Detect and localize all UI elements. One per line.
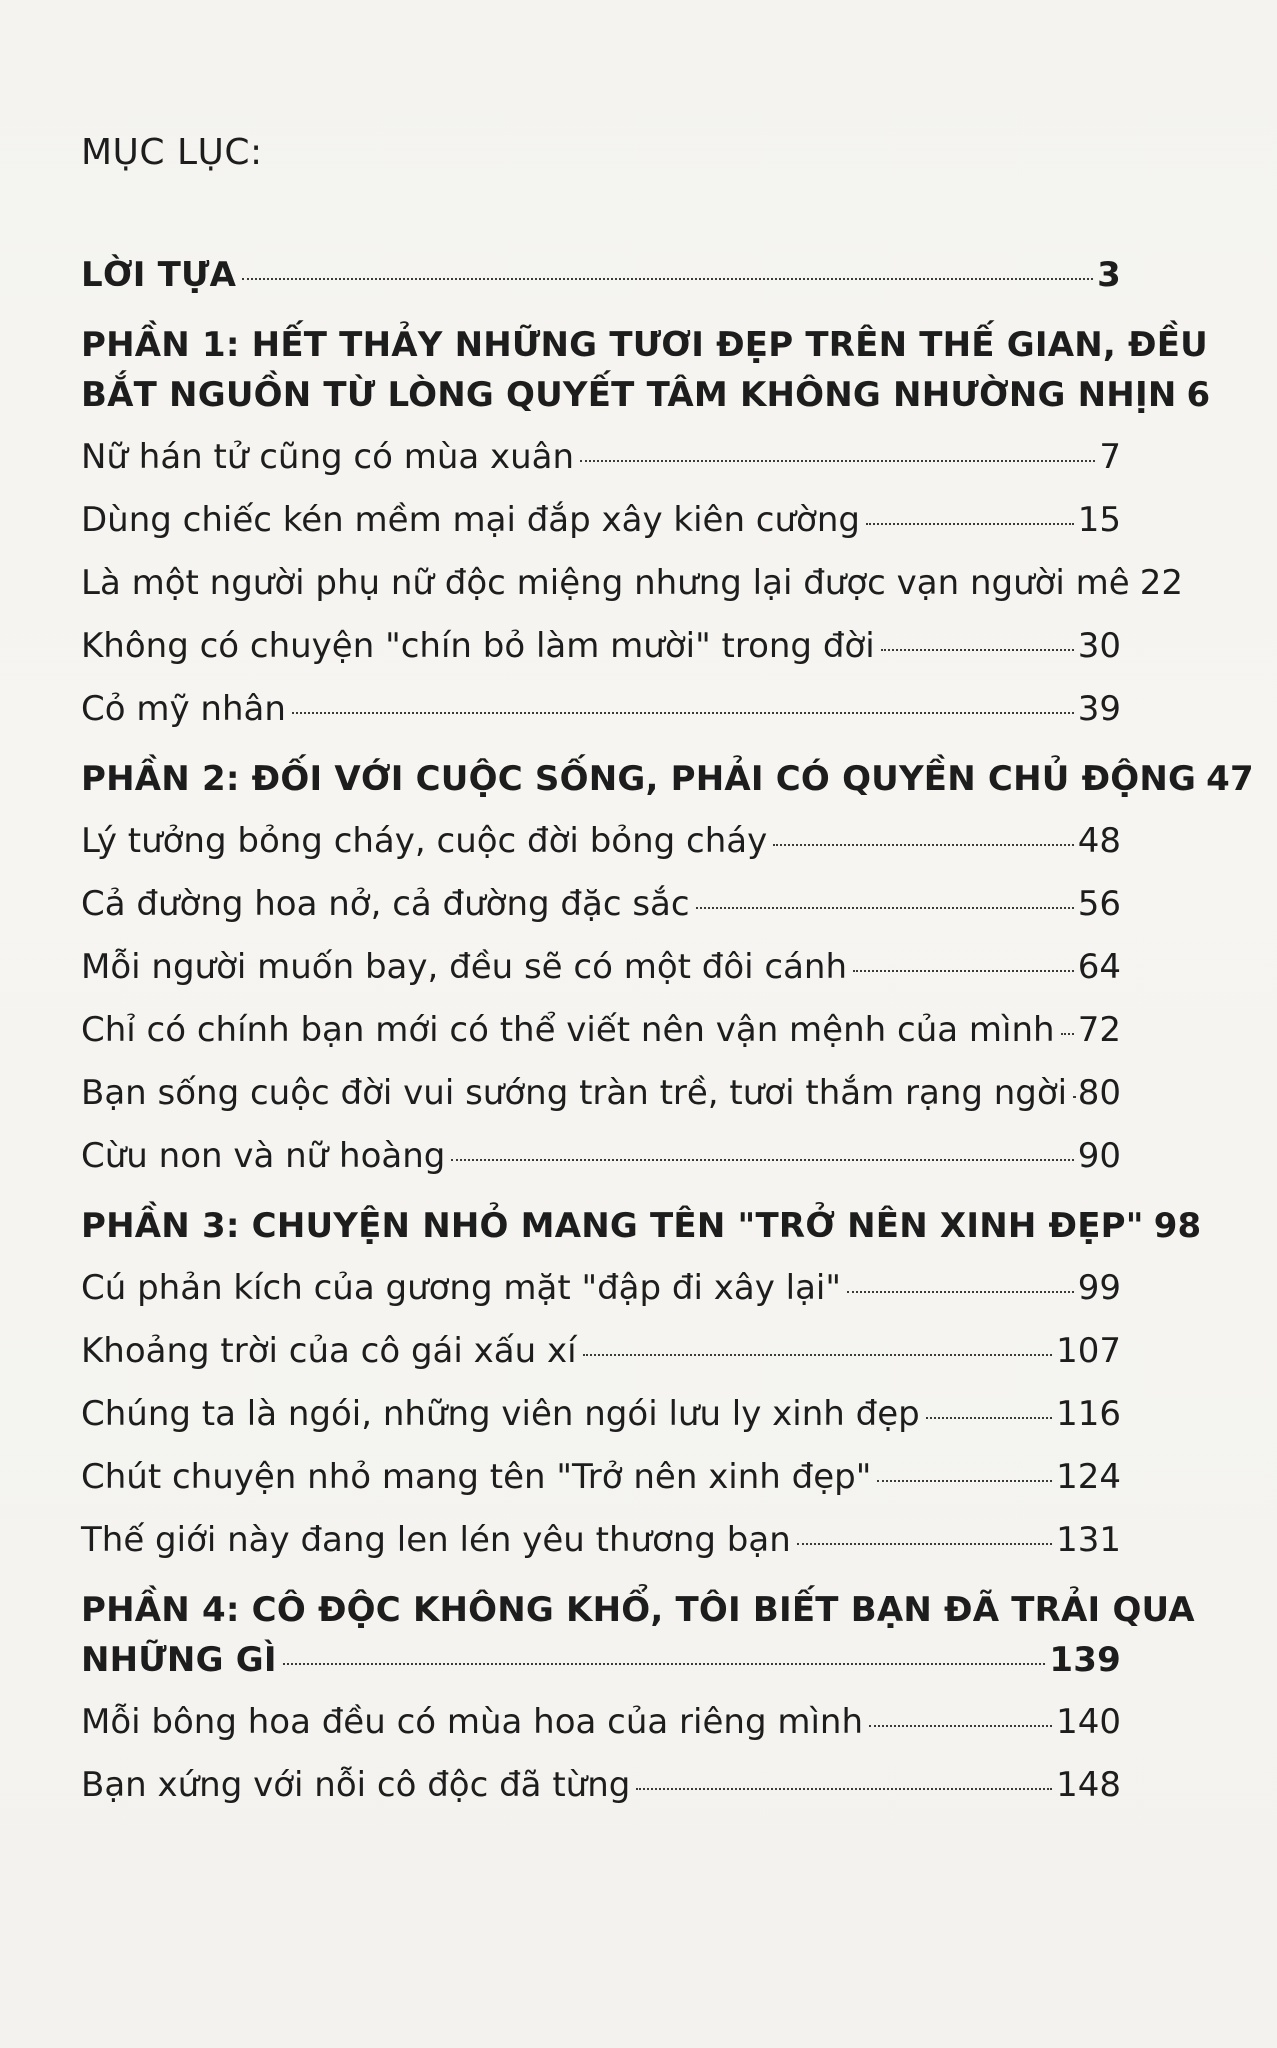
dot-leader [292,711,1074,714]
entry-page: 99 [1077,1268,1121,1308]
part-4-title-line1: PHẦN 4: CÔ ĐỘC KHÔNG KHỔ, TÔI BIẾT BẠN ĐÃ TRẢI QUA [81,1590,1195,1630]
entry-label: Không có chuyện "chín bỏ làm mười" trong đời [81,626,875,666]
entry-page: 15 [1077,500,1121,540]
entry-label: Cừu non và nữ hoàng [81,1136,446,1176]
dot-leader [636,1787,1052,1790]
entry-label: Là một người phụ nữ độc miệng nhưng lại được vạn người mê [81,563,1130,603]
entry-page: 3 [1097,255,1121,295]
toc-entry [81,1131,1121,1181]
toc-heading: MỤC LỤC: [81,132,263,173]
dot-leader [451,1158,1073,1161]
toc-entry [81,1389,1121,1439]
dot-leader [1061,1032,1074,1035]
dot-leader [866,522,1074,525]
toc-entry-part-4 [81,1635,1121,1685]
toc-entry [81,942,1121,992]
entry-page: 139 [1049,1640,1121,1680]
dot-leader [283,1662,1046,1665]
entry-page: 131 [1056,1520,1121,1560]
toc-entry [81,495,1121,545]
entry-page: 90 [1077,1136,1121,1176]
entry-page: 148 [1056,1765,1121,1805]
dot-leader [242,277,1093,280]
entry-label: Chúng ta là ngói, những viên ngói lưu ly xinh đẹp [81,1394,920,1434]
entry-page: 22 [1139,563,1183,603]
entry-label: Bạn xứng với nỗi cô độc đã từng [81,1765,631,1805]
toc-entry [81,1326,1121,1376]
entry-label: Chút chuyện nhỏ mang tên "Trở nên xinh đẹp" [81,1457,872,1497]
entry-page: 72 [1077,1010,1121,1050]
entry-label: Cả đường hoa nở, cả đường đặc sắc [81,884,690,924]
dot-leader [580,459,1095,462]
entry-label: Mỗi người muốn bay, đều sẽ có một đôi cánh [81,947,848,987]
dot-leader [797,1542,1052,1545]
entry-page: 56 [1077,884,1121,924]
dot-leader [696,906,1074,909]
dot-leader [881,648,1074,651]
toc-entry [81,432,1121,482]
entry-page: 47 [1206,759,1254,799]
table-of-contents [81,250,1254,1810]
toc-entry [81,1005,1121,1055]
dot-leader [773,843,1074,846]
entry-label: PHẦN 3: CHUYỆN NHỎ MANG TÊN "TRỞ NÊN XINH ĐẸP" [81,1206,1144,1246]
entry-label: Dùng chiếc kén mềm mại đắp xây kiên cường [81,500,860,540]
part-1-title-line1: PHẦN 1: HẾT THẢY NHỮNG TƯƠI ĐẸP TRÊN THẾ GIAN, ĐỀU [81,325,1208,365]
entry-page: 6 [1186,375,1211,415]
dot-leader [583,1353,1053,1356]
toc-entry [81,1760,1121,1810]
entry-label: Nữ hán tử cũng có mùa xuân [81,437,575,477]
toc-entry [81,684,1121,734]
entry-label: Khoảng trời của cô gái xấu xí [81,1331,577,1371]
entry-label: Chỉ có chính bạn mới có thể viết nên vận mệnh của mình [81,1010,1055,1050]
dot-leader [926,1416,1052,1419]
entry-page: 64 [1077,947,1121,987]
entry-label: NHỮNG GÌ [81,1640,277,1680]
entry-label: Bạn sống cuộc đời vui sướng tràn trề, tươi thắm rạng ngời [81,1073,1068,1113]
entry-label: Cú phản kích của gương mặt "đập đi xây lại" [81,1268,841,1308]
entry-label: Mỗi bông hoa đều có mùa hoa của riêng mình [81,1702,863,1742]
entry-page: 48 [1077,821,1121,861]
entry-page: 30 [1077,626,1121,666]
entry-label: LỜI TỰA [81,255,237,295]
toc-entry [81,558,1183,608]
entry-label: Lý tưởng bỏng cháy, cuộc đời bỏng cháy [81,821,768,861]
dot-leader [853,969,1074,972]
toc-entry-part-1 [81,370,1211,420]
entry-page: 124 [1056,1457,1121,1497]
dot-leader [847,1290,1074,1293]
dot-leader [869,1724,1052,1727]
entry-page: 98 [1153,1206,1202,1246]
dot-leader [1073,1095,1074,1098]
toc-entry-part-3 [81,1201,1202,1251]
toc-entry [81,879,1121,929]
toc-entry-part-2 [81,754,1254,804]
dot-leader [877,1479,1052,1482]
toc-entry [81,1068,1121,1118]
entry-page: 140 [1056,1702,1121,1742]
entry-page: 116 [1056,1394,1121,1434]
toc-entry-preface [81,250,1121,300]
toc-entry [81,816,1121,866]
entry-page: 107 [1056,1331,1121,1371]
entry-page: 39 [1077,689,1121,729]
entry-label: PHẦN 2: ĐỐI VỚI CUỘC SỐNG, PHẢI CÓ QUYỀN CHỦ ĐỘNG [81,759,1197,799]
entry-page: 80 [1077,1073,1121,1113]
toc-entry [81,621,1121,671]
entry-label: BẮT NGUỒN TỪ LÒNG QUYẾT TÂM KHÔNG NHƯỜNG NHỊN [81,375,1177,415]
toc-entry [81,1515,1121,1565]
entry-label: Cỏ mỹ nhân [81,689,286,729]
toc-entry [81,1452,1121,1502]
toc-entry [81,1263,1121,1313]
entry-page: 7 [1099,437,1121,477]
entry-label: Thế giới này đang len lén yêu thương bạn [81,1520,791,1560]
toc-entry [81,1697,1121,1747]
